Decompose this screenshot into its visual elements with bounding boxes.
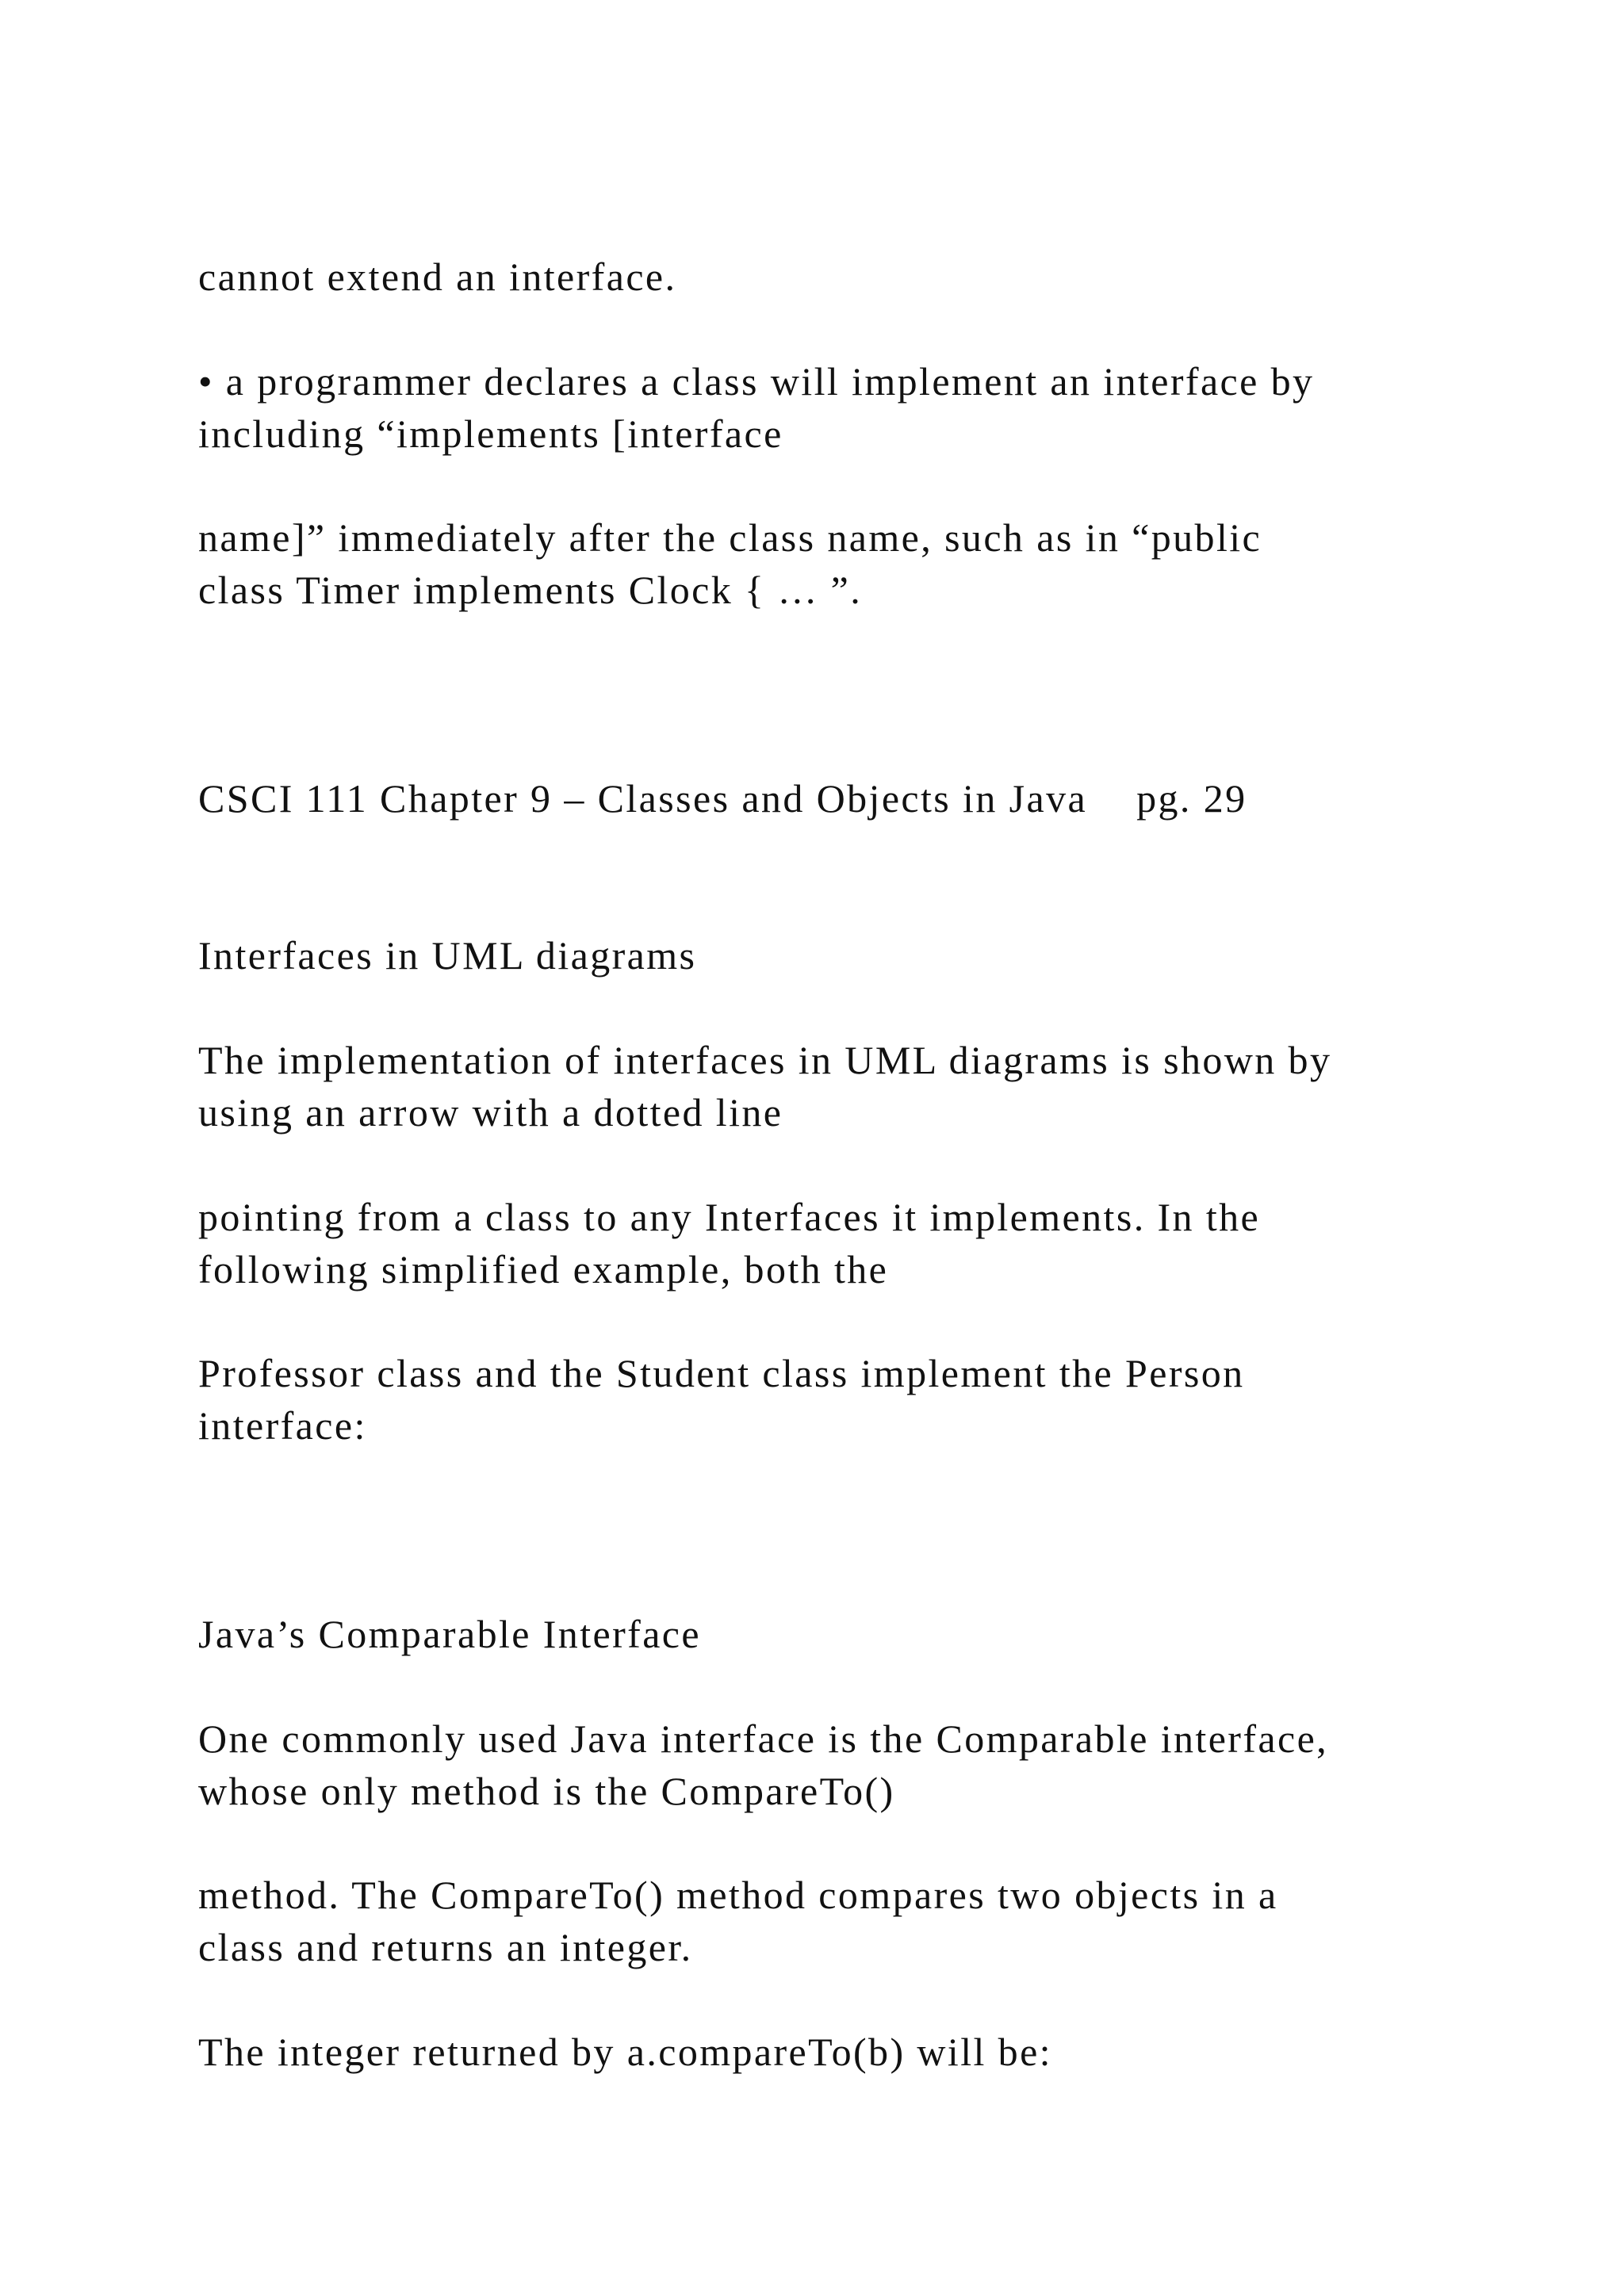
text-line: interface: <box>198 1403 367 1448</box>
text-line: following simplified example, both the <box>198 1247 889 1292</box>
text-line: using an arrow with a dotted line <box>198 1090 783 1135</box>
text-line: The implementation of interfaces in UML diagrams is shown by <box>198 1038 1332 1082</box>
text-line: class and returns an integer. <box>198 1925 693 1969</box>
text-line: Professor class and the Student class implement the Person <box>198 1351 1245 1395</box>
section-heading: Interfaces in UML diagrams <box>198 933 697 978</box>
text-line: The integer returned by a.compareTo(b) will be: <box>198 2030 1052 2074</box>
page-footer <box>198 772 1247 825</box>
text-line: whose only method is the CompareTo() <box>198 1769 895 1813</box>
text-line: including “implements [interface <box>198 411 783 456</box>
text-line: name]” immediately after the class name, such as in “public <box>198 515 1262 560</box>
text-line: pointing from a class to any Interfaces it implements. In the <box>198 1195 1261 1239</box>
page-number: pg. 29 <box>1136 776 1247 821</box>
text-line: • a programmer declares a class will implement an interface by <box>198 359 1315 404</box>
text-line: method. The CompareTo() method compares two objects in a <box>198 1873 1278 1917</box>
section-heading: Java’s Comparable Interface <box>198 1612 701 1656</box>
footer-title: CSCI 111 Chapter 9 – Classes and Objects in Java <box>198 776 1088 821</box>
text-line: class Timer implements Clock { … ”. <box>198 568 863 612</box>
text-line: One commonly used Java interface is the Comparable interface, <box>198 1716 1329 1761</box>
text-line: cannot extend an interface. <box>198 254 677 299</box>
